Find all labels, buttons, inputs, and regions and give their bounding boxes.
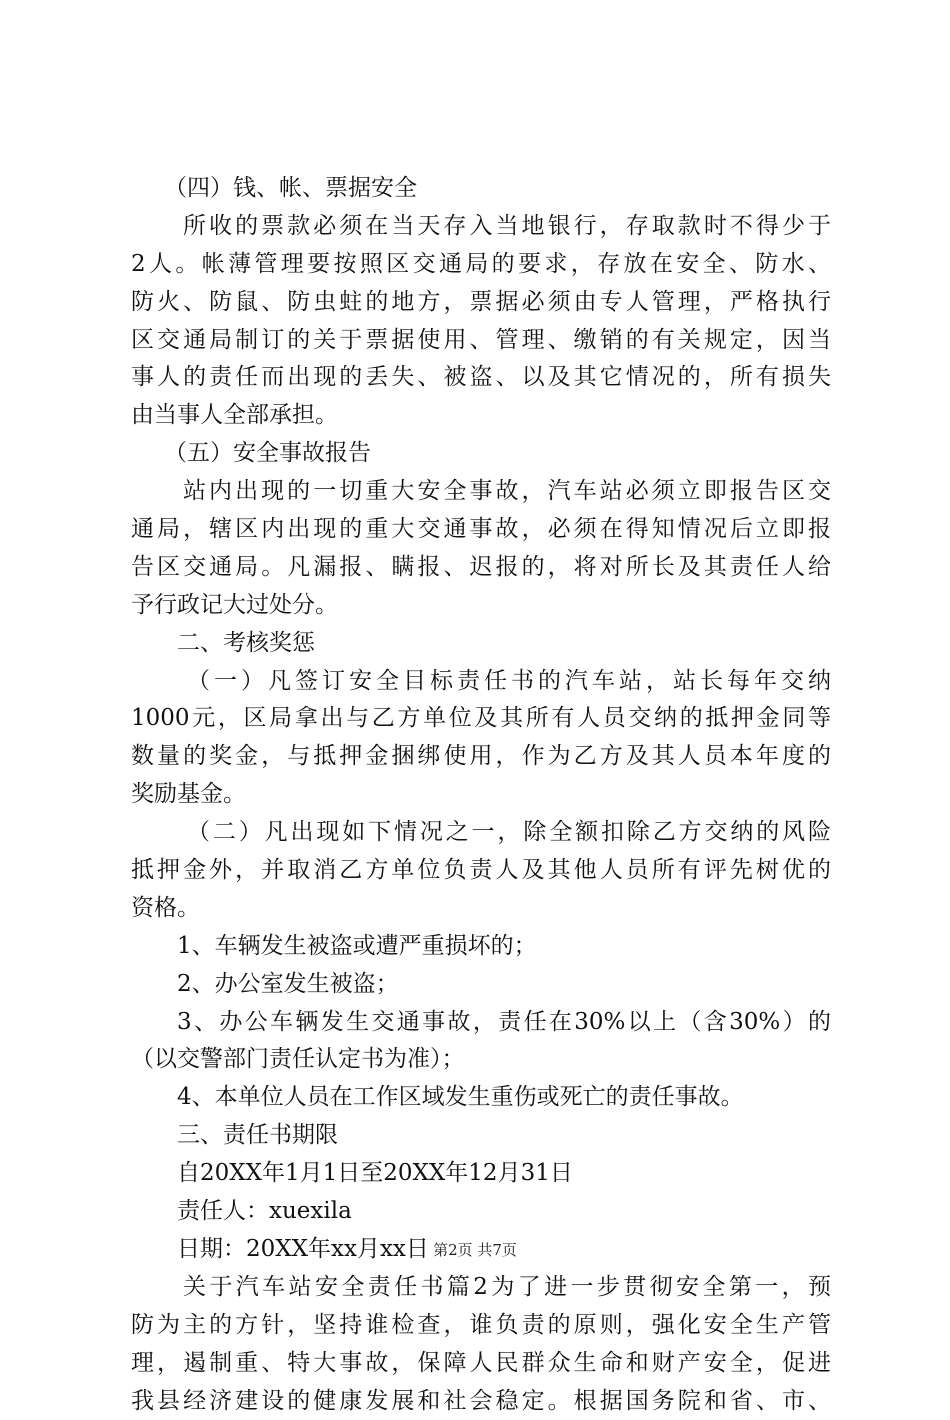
paragraph-line: 予行政记大过处分。: [131, 587, 831, 625]
list-item-continuation: （以交警部门责任认定书为准）；: [131, 1041, 831, 1079]
paragraph-line: 数量的奖金，与抵押金捆绑使用，作为乙方及其人员本年度的: [131, 738, 831, 776]
list-item: 3、办公车辆发生交通事故，责任在30%以上（含30%）的: [131, 1004, 831, 1042]
paragraph-line: 关于汽车站安全责任书篇2为了进一步贯彻安全第一，预: [131, 1269, 831, 1307]
section-heading-4: （四）钱、帐、票据安全: [131, 170, 831, 208]
paragraph-line: 由当事人全部承担。: [131, 397, 831, 435]
paragraph-line: 通局，辖区内出现的重大交通事故，必须在得知情况后立即报: [131, 511, 831, 549]
paragraph-line: 理，遏制重、特大事故，保障人民群众生命和财产安全，促进: [131, 1345, 831, 1383]
paragraph-line: 事人的责任而出现的丢失、被盗、以及其它情况的，所有损失: [131, 359, 831, 397]
paragraph-line: 1000元，区局拿出与乙方单位及其所有人员交纳的抵押金同等: [131, 700, 831, 738]
paragraph-line: 防为主的方针，坚持谁检查，谁负责的原则，强化安全生产管: [131, 1307, 831, 1345]
list-item: 2、办公室发生被盗；: [131, 966, 831, 1004]
paragraph-line: 所收的票款必须在当天存入当地银行，存取款时不得少于: [131, 208, 831, 246]
paragraph-line: 防火、防鼠、防虫蛀的地方，票据必须由专人管理，严格执行: [131, 284, 831, 322]
page-number-footer: 第2页 共7页: [0, 1239, 950, 1260]
paragraph-line: 告区交通局。凡漏报、瞒报、迟报的，将对所长及其责任人给: [131, 549, 831, 587]
paragraph-line: 站内出现的一切重大安全事故，汽车站必须立即报告区交: [131, 473, 831, 511]
paragraph-line: 抵押金外，并取消乙方单位负责人及其他人员所有评先树优的: [131, 852, 831, 890]
paragraph-line: 奖励基金。: [131, 776, 831, 814]
term-line: 自20XX年1月1日至20XX年12月31日: [131, 1155, 831, 1193]
section-heading-2: 二、考核奖惩: [131, 625, 831, 663]
section-heading-5: （五）安全事故报告: [131, 435, 831, 473]
paragraph-line: 资格。: [131, 890, 831, 928]
list-item: 4、本单位人员在工作区域发生重伤或死亡的责任事故。: [131, 1079, 831, 1117]
section-heading-3: 三、责任书期限: [131, 1117, 831, 1155]
document-body: [131, 170, 831, 1420]
paragraph-line: 区交通局制订的关于票据使用、管理、缴销的有关规定，因当: [131, 322, 831, 360]
paragraph-line: （一）凡签订安全目标责任书的汽车站，站长每年交纳: [131, 663, 831, 701]
responsible-person-line: 责任人：xuexila: [131, 1193, 831, 1231]
paragraph-line: 我县经济建设的健康发展和社会稳定。根据国务院和省、市、: [131, 1383, 831, 1420]
paragraph-line: 2人。帐薄管理要按照区交通局的要求，存放在安全、防水、: [131, 246, 831, 284]
date-line: 日期：20XX年xx月xx日: [131, 1231, 831, 1269]
paragraph-line: （二）凡出现如下情况之一，除全额扣除乙方交纳的风险: [131, 814, 831, 852]
list-item: 1、车辆发生被盗或遭严重损坏的；: [131, 928, 831, 966]
